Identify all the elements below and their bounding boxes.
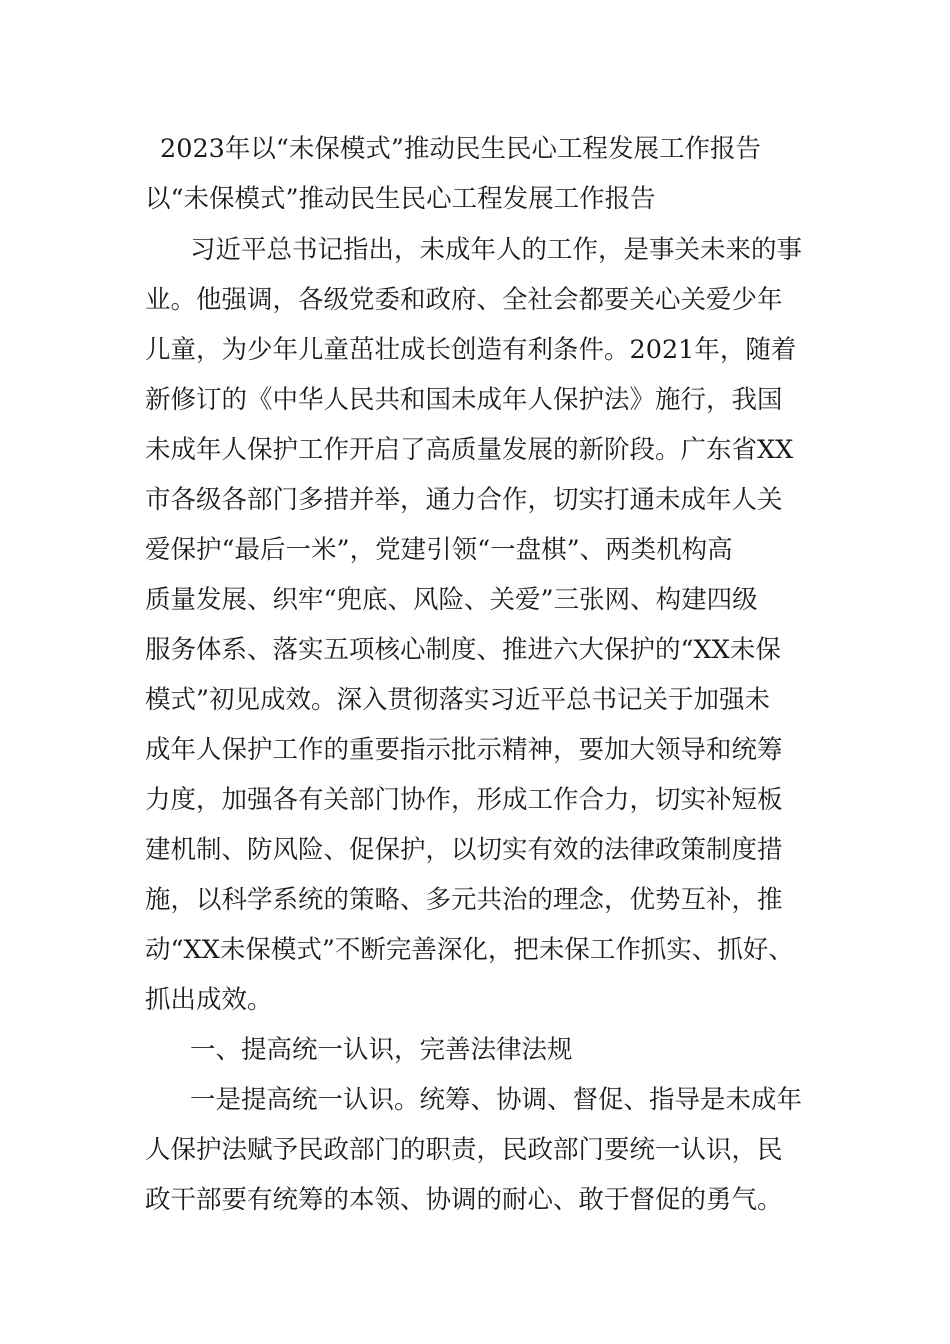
section-heading: 一、提高统一认识，完善法律法规 (190, 1035, 573, 1065)
paragraph-line: 建机制、防风险、促保护，以切实有效的法律政策制度措 (145, 835, 783, 865)
paragraph-line: 人保护法赋予民政部门的职责，民政部门要统一认识，民 (145, 1135, 783, 1165)
document-title: 2023年以“未保模式”推动民生民心工程发展工作报告 (160, 134, 761, 164)
document-subtitle: 以“未保模式”推动民生民心工程发展工作报告 (145, 184, 656, 214)
paragraph-line: 儿童，为少年儿童茁壮成长创造有利条件。2021年，随着 (145, 335, 797, 365)
paragraph-line: 力度，加强各有关部门协作，形成工作合力，切实补短板 (145, 785, 783, 815)
paragraph-line: 未成年人保护工作开启了高质量发展的新阶段。广东省XX (145, 435, 794, 465)
paragraph-line: 服务体系、落实五项核心制度、推进六大保护的“XX未保 (145, 635, 781, 665)
paragraph-line: 成年人保护工作的重要指示批示精神，要加大领导和统筹 (145, 735, 783, 765)
paragraph-line: 模式”初见成效。深入贯彻落实习近平总书记关于加强未 (145, 685, 771, 715)
paragraph-line: 业。他强调，各级党委和政府、全社会都要关心关爱少年 (145, 285, 783, 315)
paragraph-line: 习近平总书记指出，未成年人的工作，是事关未来的事 (190, 235, 803, 265)
paragraph-line: 爱保护“最后一米”，党建引领“一盘棋”、两类机构高 (145, 535, 733, 565)
paragraph-line: 新修订的《中华人民共和国未成年人保护法》施行，我国 (145, 385, 783, 415)
paragraph-line: 动“XX未保模式”不断完善深化，把未保工作抓实、抓好、 (145, 935, 794, 965)
paragraph-line: 质量发展、织牢“兜底、风险、关爱”三张网、构建四级 (145, 585, 758, 615)
paragraph-line: 一是提高统一认识。统筹、协调、督促、指导是未成年 (190, 1085, 803, 1115)
paragraph-line: 市各级各部门多措并举，通力合作，切实打通未成年人关 (145, 485, 783, 515)
paragraph-line: 施，以科学系统的策略、多元共治的理念，优势互补，推 (145, 885, 783, 915)
paragraph-line: 抓出成效。 (145, 985, 273, 1015)
paragraph-line: 政干部要有统筹的本领、协调的耐心、敢于督促的勇气。 (145, 1185, 783, 1215)
